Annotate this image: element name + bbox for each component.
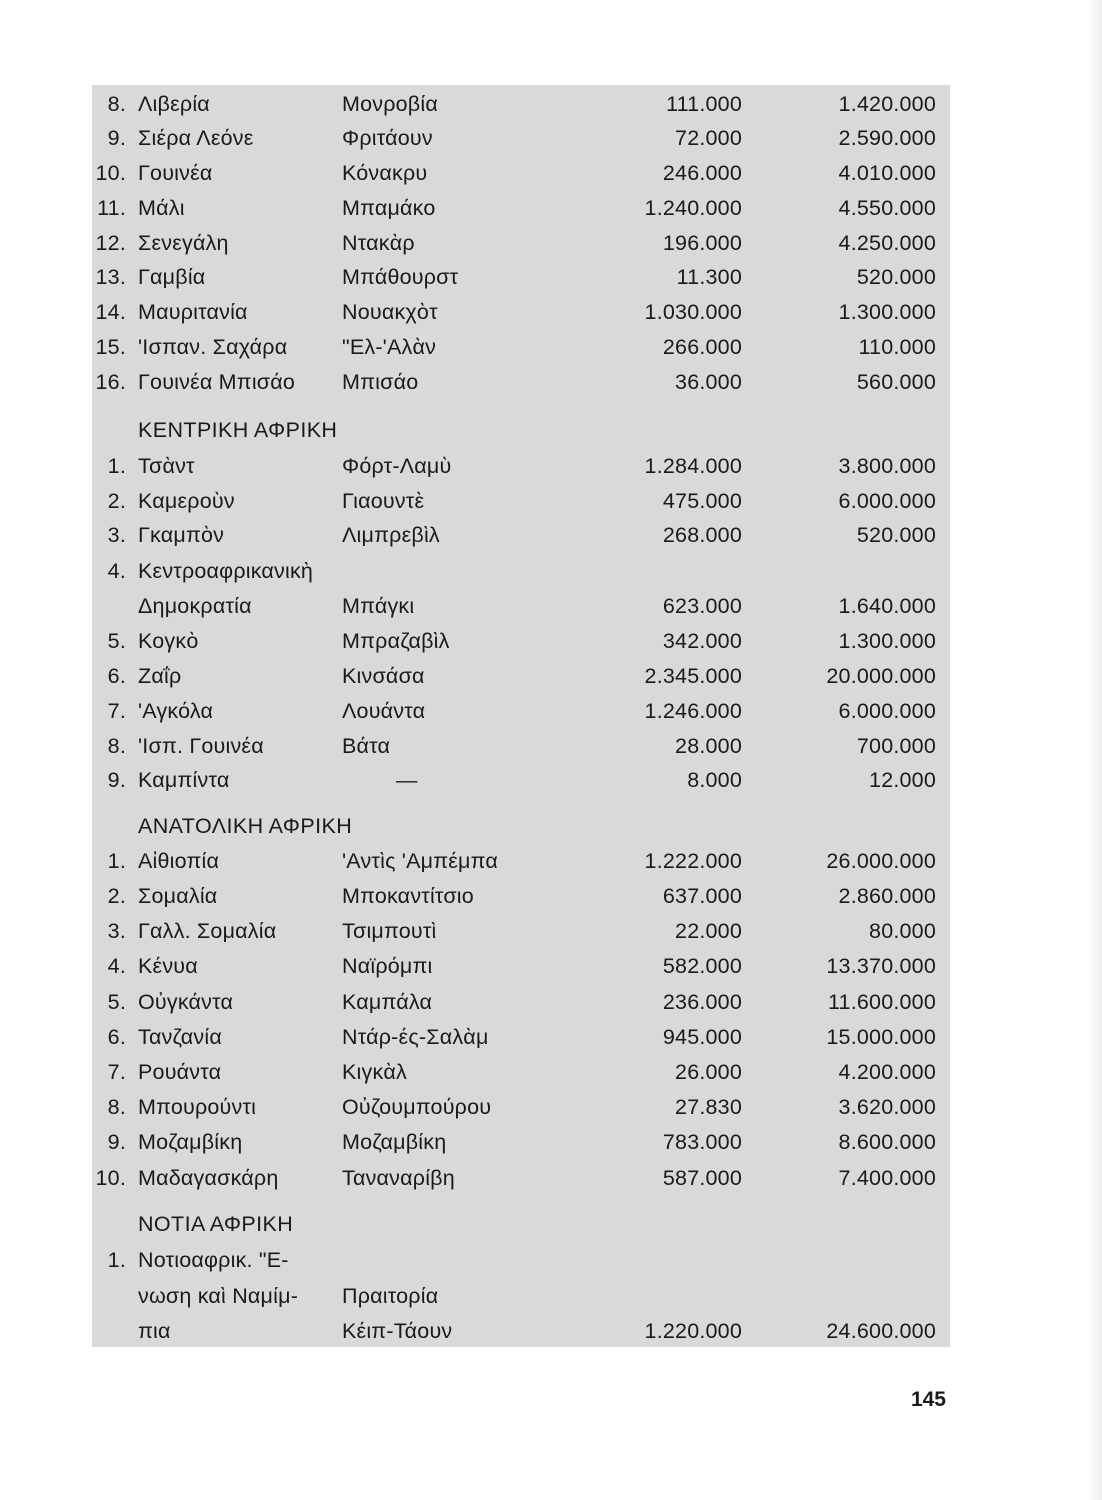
country-name: Μπουρούντι [138,1095,257,1119]
table-row [92,260,950,295]
capital-name: Τσιμπουτὶ [342,919,437,943]
population-value: 8.600.000 [838,1130,936,1154]
area-value: 783.000 [662,1130,742,1154]
table-row [92,1161,950,1196]
capital-name: 'Αντὶς 'Αμπέμπα [342,849,499,873]
capital-name: Ντάρ-ές-Σαλὰμ [342,1025,489,1049]
row-number: 10. [95,1166,126,1190]
row-number: 7. [107,1060,126,1084]
table-row [92,589,950,624]
population-value: 2.590.000 [838,126,936,150]
table-row [92,484,950,519]
area-value: 236.000 [662,990,742,1014]
country-name: Τανζανία [138,1025,222,1049]
table-row [92,1090,950,1125]
population-value: 7.400.000 [838,1166,936,1190]
country-name: Γαμβία [138,265,206,289]
area-value: 587.000 [662,1166,742,1190]
population-value: 1.300.000 [838,629,936,653]
population-value: 6.000.000 [838,489,936,513]
row-number: 4. [107,954,126,978]
country-name: Γαλλ. Σομαλία [138,919,277,943]
row-number: 14. [95,300,126,324]
row-number: 7. [107,699,126,723]
area-value: 2.345.000 [644,664,742,688]
table-row [92,1314,950,1349]
country-name: Ρουάντα [138,1060,222,1084]
table-row [92,295,950,330]
row-number: 6. [107,664,126,688]
population-value: 4.250.000 [838,231,936,255]
country-name: Τσὰντ [138,454,195,478]
section-heading-central: ΚΕΝΤΡΙΚΗ ΑΦΡΙΚΗ [138,418,338,442]
table-row [92,985,950,1020]
area-value: 28.000 [675,734,742,758]
country-name: Δημοκρατία [138,594,252,618]
row-number: 9. [107,1130,126,1154]
row-number: 2. [107,884,126,908]
capital-name: Φόρτ-Λαμὺ [342,454,452,478]
country-name: Σιέρα Λεόνε [138,126,254,150]
area-value: 246.000 [662,161,742,185]
country-name: νωση καὶ Ναμίμ- [138,1284,299,1308]
area-value: 1.030.000 [644,300,742,324]
capital-name: Μποκαντίτσιο [342,884,474,908]
country-name: πια [138,1319,171,1343]
table-row [92,763,950,798]
country-name: Γκαμπὸν [138,523,225,547]
table-row [92,914,950,949]
population-value: 1.300.000 [838,300,936,324]
country-name: Καμεροὺν [138,489,235,513]
row-number: 10. [95,161,126,185]
table-row [92,624,950,659]
capital-name: Κόνακρυ [342,161,428,185]
area-value: 582.000 [662,954,742,978]
population-value: 3.800.000 [838,454,936,478]
area-value: 1.240.000 [644,196,742,220]
country-name: Μαυριτανία [138,300,248,324]
capital-name: Μπραζαβὶλ [342,629,450,653]
area-value: 26.000 [675,1060,742,1084]
table-row [92,330,950,365]
population-value: 700.000 [856,734,936,758]
capital-name: Ναϊρόμπι [342,954,433,978]
capital-name: Ντακὰρ [342,231,415,255]
capital-name: "Ελ-'Αλὰν [342,335,437,359]
row-number: 5. [107,629,126,653]
country-name: Μοζαμβίκη [138,1130,243,1154]
population-value: 4.010.000 [838,161,936,185]
country-name: Σομαλία [138,884,218,908]
country-name: 'Αγκόλα [138,699,214,723]
area-value: 1.222.000 [644,849,742,873]
area-value: 27.830 [675,1095,742,1119]
country-name: Μαδαγασκάρη [138,1166,279,1190]
capital-name: Λουάντα [342,699,426,723]
country-name: Νοτιοαφρικ. "Ε- [138,1248,289,1272]
section-heading-east: ΑΝΑΤΟΛΙΚΗ ΑΦΡΙΚΗ [138,814,353,838]
area-value: 623.000 [662,594,742,618]
page-edge-shadow [1088,0,1102,1500]
table-row [92,729,950,764]
row-number: 3. [107,919,126,943]
table-row [92,1243,950,1278]
population-value: 1.420.000 [838,92,936,116]
population-value: 4.200.000 [838,1060,936,1084]
table-row [92,1020,950,1055]
country-name: Κογκὸ [138,629,199,653]
capital-name: — [396,768,418,792]
population-value: 24.600.000 [826,1319,936,1343]
capital-name: Λιμπρεβὶλ [342,523,440,547]
country-name: Γουινέα [138,161,213,185]
table-row [92,191,950,226]
country-name: Κεντροαφρικανικὴ [138,559,314,583]
country-name: Κένυα [138,954,198,978]
population-value: 26.000.000 [826,849,936,873]
capital-name: Βάτα [342,734,391,758]
capital-name: Μπάθουρστ [342,265,459,289]
row-number: 13. [95,265,126,289]
area-value: 22.000 [675,919,742,943]
table-row [92,87,950,122]
table-row [92,694,950,729]
country-name: Καμπίντα [138,768,230,792]
capital-name: Μπισάο [342,370,419,394]
capital-name: Πραιτορία [342,1284,439,1308]
table-row [92,1125,950,1160]
row-number: 9. [107,126,126,150]
population-value: 520.000 [856,265,936,289]
country-name: Οὐγκάντα [138,990,234,1014]
row-number: 15. [95,335,126,359]
table-row [92,449,950,484]
population-value: 2.860.000 [838,884,936,908]
section-heading-south: ΝΟΤΙΑ ΑΦΡΙΚΗ [138,1212,294,1236]
row-number: 9. [107,768,126,792]
area-value: 268.000 [662,523,742,547]
table-row [92,121,950,156]
capital-name: Οὐζουμπούρου [342,1095,492,1119]
table-row [92,879,950,914]
country-name: Ζαΐρ [138,664,182,688]
table-row [92,1055,950,1090]
capital-name: Μπαμάκο [342,196,436,220]
capital-name: Κιγκὰλ [342,1060,407,1084]
capital-name: Κέιπ-Τάουν [342,1319,453,1343]
country-name: Μάλι [138,196,185,220]
row-number: 5. [107,990,126,1014]
table-row [92,518,950,553]
area-value: 475.000 [662,489,742,513]
row-number: 8. [107,734,126,758]
area-value: 342.000 [662,629,742,653]
row-number: 3. [107,523,126,547]
area-value: 111.000 [666,92,742,116]
population-value: 560.000 [856,370,936,394]
population-value: 12.000 [869,768,936,792]
row-number: 1. [107,849,126,873]
capital-name: Καμπάλα [342,990,433,1014]
row-number: 16. [95,370,126,394]
area-value: 945.000 [662,1025,742,1049]
area-value: 11.300 [676,265,742,289]
table-row [92,659,950,694]
table-row [92,156,950,191]
population-value: 13.370.000 [826,954,936,978]
area-value: 36.000 [675,370,742,394]
area-value: 266.000 [662,335,742,359]
country-name: Γουινέα Μπισάο [138,370,296,394]
area-value: 72.000 [675,126,742,150]
population-value: 6.000.000 [838,699,936,723]
capital-name: Μπάγκι [342,594,415,618]
table-row [92,226,950,261]
area-value: 1.246.000 [644,699,742,723]
population-value: 110.000 [858,335,936,359]
table-row [92,554,950,589]
page-number: 145 [910,1388,946,1411]
row-number: 11. [97,196,126,220]
capital-name: Μοζαμβίκη [342,1130,447,1154]
row-number: 12. [95,231,126,255]
population-value: 4.550.000 [838,196,936,220]
population-value: 15.000.000 [826,1025,936,1049]
area-value: 1.220.000 [644,1319,742,1343]
row-number: 6. [107,1025,126,1049]
capital-name: Μονροβία [342,92,438,116]
row-number: 1. [107,1248,126,1272]
population-value: 520.000 [856,523,936,547]
area-value: 637.000 [662,884,742,908]
table-row [92,1279,950,1314]
capital-name: Νουακχὸτ [342,300,438,324]
population-value: 80.000 [869,919,936,943]
capital-name: Φριτάουν [342,126,433,150]
country-name: Αἰθιοπία [138,849,220,873]
population-value: 20.000.000 [826,664,936,688]
area-value: 196.000 [662,231,742,255]
country-name: Σενεγάλη [138,231,229,255]
capital-name: Γιαουντὲ [342,489,425,513]
capital-name: Κινσάσα [342,664,425,688]
row-number: 8. [107,92,126,116]
table-row [92,949,950,984]
area-value: 8.000 [687,768,742,792]
table-row [92,844,950,879]
table-row [92,365,950,400]
capital-name: Ταναναρίβη [342,1166,455,1190]
country-name: 'Ισπ. Γουινέα [138,734,264,758]
row-number: 4. [107,559,126,583]
row-number: 1. [107,454,126,478]
country-name: Λιβερία [138,92,210,116]
population-value: 1.640.000 [838,594,936,618]
population-value: 3.620.000 [838,1095,936,1119]
country-name: 'Ισπαν. Σαχάρα [138,335,288,359]
population-value: 11.600.000 [827,990,936,1014]
row-number: 2. [107,489,126,513]
area-value: 1.284.000 [644,454,742,478]
row-number: 8. [107,1095,126,1119]
